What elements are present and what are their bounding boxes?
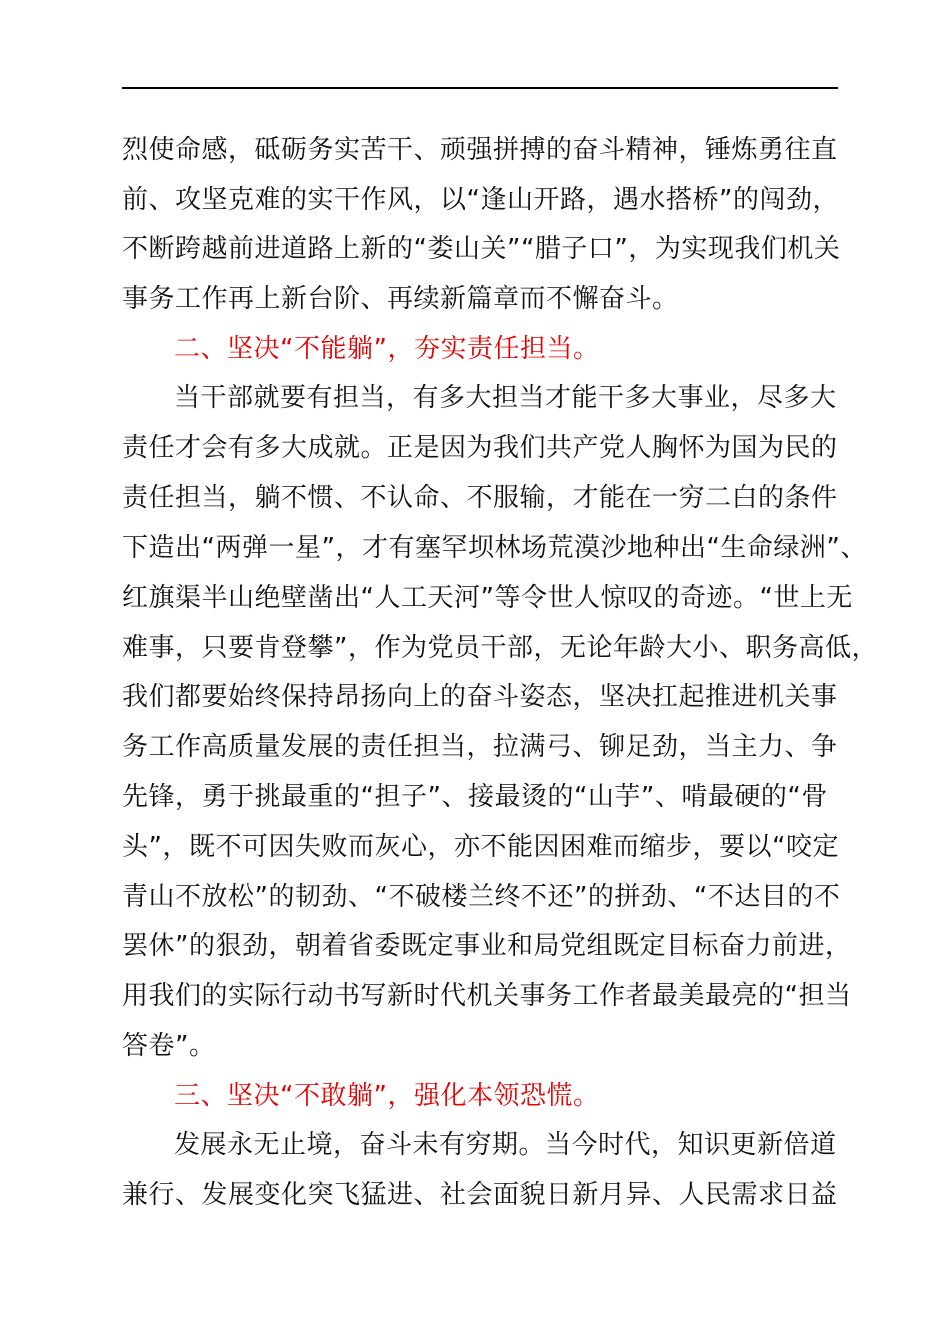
body-line: 不断跨越前进道路上新的“娄山关”“腊子口”，为实现我们机关	[122, 234, 841, 264]
section-heading-2: 二、坚决“不能躺”，夯实责任担当。	[174, 334, 600, 364]
body-line: 头”，既不可因失败而灰心，亦不能因困难而缩步，要以“咬定	[122, 832, 839, 862]
paragraph-first-line: 当干部就要有担当，有多大担当才能干多大事业，尽多大	[174, 383, 837, 413]
body-line: 兼行、发展变化突飞猛进、社会面貌日新月异、人民需求日益	[122, 1180, 838, 1210]
paragraph-first-line: 发展永无止境，奋斗未有穷期。当今时代，知识更新倍道	[174, 1130, 837, 1160]
body-line: 烈使命感，砥砺务实苦干、顽强拼搏的奋斗精神，锤炼勇往直	[122, 135, 838, 165]
body-line: 用我们的实际行动书写新时代机关事务工作者最美最亮的“担当	[122, 981, 852, 1011]
body-line: 责任担当，躺不惯、不认命、不服输，才能在一穷二白的条件	[122, 483, 838, 513]
body-line: 务工作高质量发展的责任担当，拉满弓、铆足劲，当主力、争	[122, 732, 838, 762]
header-rule	[122, 87, 838, 89]
body-line: 青山不放松”的韧劲、“不破楼兰终不还”的拼劲、“不达目的不	[122, 882, 841, 912]
body-line: 责任才会有多大成就。正是因为我们共产党人胸怀为国为民的	[122, 433, 838, 463]
body-line: 我们都要始终保持昂扬向上的奋斗姿态，坚决扛起推进机关事	[122, 682, 838, 712]
body-line: 前、攻坚克难的实干作风，以“逢山开路，遇水搭桥”的闯劲，	[122, 185, 839, 215]
body-line: 下造出“两弹一星”，才有塞罕坝林场荒漠沙地种出“生命绿洲”、	[122, 533, 867, 563]
body-line: 红旗渠半山绝壁凿出“人工天河”等令世人惊叹的奇迹。“世上无	[122, 583, 853, 613]
body-line: 先锋，勇于挑最重的“担子”、接最烫的“山芋”、啃最硬的“骨	[122, 782, 828, 812]
body-line: 罢休”的狠劲，朝着省委既定事业和局党组既定目标奋力前进，	[122, 931, 852, 961]
section-heading-3: 三、坚决“不敢躺”，强化本领恐慌。	[174, 1081, 600, 1111]
body-line: 事务工作再上新台阶、再续新篇章而不懈奋斗。	[122, 284, 679, 314]
body-line: 答卷”。	[122, 1031, 216, 1061]
body-line: 难事，只要肯登攀”，作为党员干部，无论年龄大小、职务高低，	[122, 633, 878, 663]
